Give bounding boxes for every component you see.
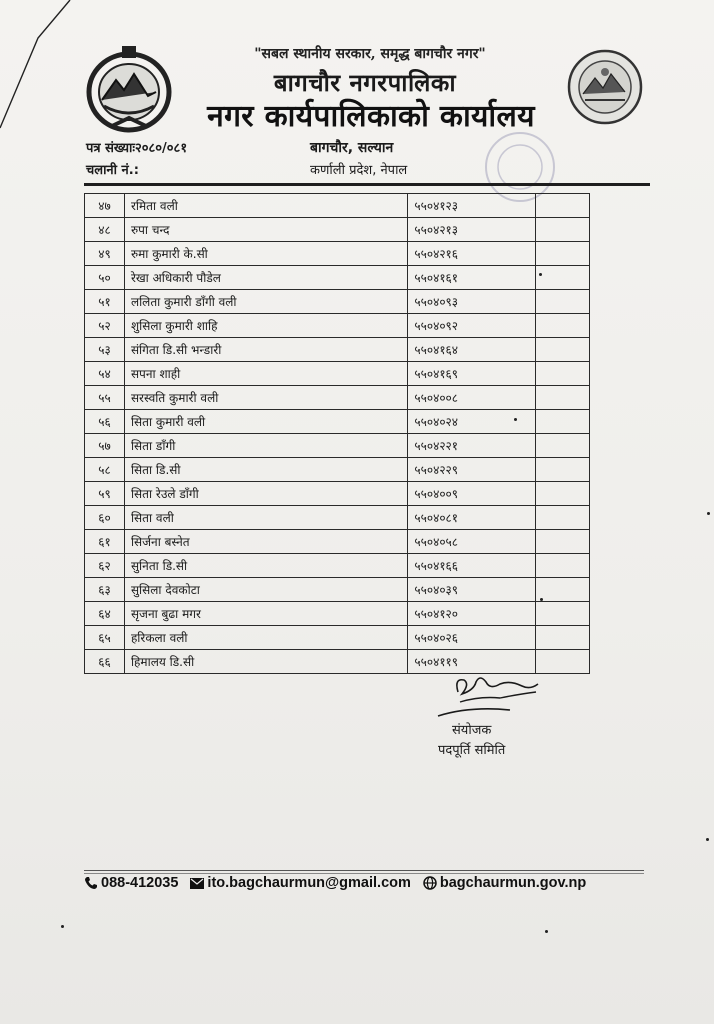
signature-cell: [536, 458, 590, 482]
name-cell: रुमा कुमारी के.सी: [124, 242, 407, 266]
serial-number-cell: ५६: [85, 410, 125, 434]
table-row: [85, 266, 590, 290]
signature-cell: [536, 266, 590, 290]
signature-cell: [536, 194, 590, 218]
name-cell: सुनिता डि.सी: [124, 554, 407, 578]
dispatch-number: चलानी नं.:: [86, 163, 139, 178]
table-row: [85, 554, 590, 578]
name-cell: संगिता डि.सी भन्डारी: [124, 338, 407, 362]
id-number-cell: ५५०४०९३: [408, 290, 536, 314]
serial-number-cell: ५५: [85, 386, 125, 410]
footer-website: [423, 875, 586, 891]
signature-cell: [536, 578, 590, 602]
id-number-cell: ५५०४०२६: [408, 626, 536, 650]
name-cell: ललिता कुमारी डाँगी वली: [124, 290, 407, 314]
table-row: [85, 194, 590, 218]
address-line-1: बागचौर, सल्यान: [310, 140, 394, 156]
id-number-cell: ५५०४१६४: [408, 338, 536, 362]
signature-cell: [536, 554, 590, 578]
id-number-cell: ५५०४१२०: [408, 602, 536, 626]
phone-number: 088-412035: [101, 875, 179, 891]
serial-number-cell: ६२: [85, 554, 125, 578]
table-row: [85, 410, 590, 434]
table-row: [85, 578, 590, 602]
id-number-cell: ५५०४१६९: [408, 362, 536, 386]
email-icon: [190, 878, 204, 889]
id-number-cell: ५५०४२२१: [408, 434, 536, 458]
website-url[interactable]: bagchaurmun.gov.np: [439, 875, 587, 891]
signature-cell: [536, 650, 590, 674]
serial-number-cell: ५१: [85, 290, 125, 314]
name-cell: सिता वली: [124, 506, 407, 530]
scan-speck: [61, 925, 64, 928]
table-row: [85, 530, 590, 554]
municipality-name: बागचौर नगरपालिका: [273, 69, 457, 97]
id-number-cell: ५५०४२२९: [408, 458, 536, 482]
table-row: [85, 482, 590, 506]
name-cell: सिता डि.सी: [124, 458, 407, 482]
table-row: [85, 314, 590, 338]
serial-number-cell: ६३: [85, 578, 125, 602]
table-row: [85, 362, 590, 386]
signature-cell: [536, 218, 590, 242]
serial-number-cell: ५४: [85, 362, 125, 386]
signature-cell: [536, 602, 590, 626]
handwritten-signature: [430, 672, 550, 722]
table-row: [85, 242, 590, 266]
committee-name: पदपूर्ति समिति: [438, 743, 506, 758]
name-cell: सिर्जना बस्नेत: [124, 530, 407, 554]
footer-email: [190, 875, 410, 891]
serial-number-cell: ५७: [85, 434, 125, 458]
scan-speck: [707, 512, 710, 515]
email-address[interactable]: ito.bagchaurmun@gmail.com: [207, 875, 411, 891]
signature-cell: [536, 506, 590, 530]
id-number-cell: ५५०४०२४: [408, 410, 536, 434]
slogan: "सबल स्थानीय सरकार, समृद्ध बागचौर नगर": [254, 46, 486, 62]
serial-number-cell: ४८: [85, 218, 125, 242]
name-cell: सपना शाही: [124, 362, 407, 386]
scan-speck: [540, 598, 543, 601]
name-cell: शुसिला कुमारी शाहि: [124, 314, 407, 338]
candidate-table-body: [85, 194, 590, 674]
signature-cell: [536, 314, 590, 338]
serial-number-cell: ५०: [85, 266, 125, 290]
name-cell: रुपा चन्द: [124, 218, 407, 242]
signatory-title: संयोजक: [452, 723, 492, 738]
serial-number-cell: ४९: [85, 242, 125, 266]
signature-cell: [536, 290, 590, 314]
signature-cell: [536, 530, 590, 554]
scan-speck: [539, 273, 542, 276]
id-number-cell: ५५०४०८१: [408, 506, 536, 530]
id-number-cell: ५५०४१२३: [408, 194, 536, 218]
signature-cell: [536, 362, 590, 386]
table-row: [85, 218, 590, 242]
id-number-cell: ५५०४११९: [408, 650, 536, 674]
scan-speck: [514, 418, 517, 421]
signature-cell: [536, 242, 590, 266]
table-row: [85, 338, 590, 362]
serial-number-cell: ५८: [85, 458, 125, 482]
address-line-2: कर्णाली प्रदेश, नेपाल: [310, 163, 408, 178]
id-number-cell: ५५०४१६१: [408, 266, 536, 290]
globe-icon: [423, 876, 437, 890]
name-cell: सुसिला देवकोटा: [124, 578, 407, 602]
office-name: नगर कार्यपालिकाको कार्यालय: [207, 99, 535, 134]
id-number-cell: ५५०४१६६: [408, 554, 536, 578]
signature-cell: [536, 338, 590, 362]
serial-number-cell: ६४: [85, 602, 125, 626]
serial-number-cell: ६१: [85, 530, 125, 554]
scan-speck: [545, 930, 548, 933]
name-cell: हिमालय डि.सी: [124, 650, 407, 674]
name-cell: सिता डाँगी: [124, 434, 407, 458]
id-number-cell: ५५०४००८: [408, 386, 536, 410]
serial-number-cell: ५९: [85, 482, 125, 506]
name-cell: सृजना बुढा मगर: [124, 602, 407, 626]
table-row: [85, 650, 590, 674]
id-number-cell: ५५०४२१६: [408, 242, 536, 266]
table-row: [85, 290, 590, 314]
phone-icon: [84, 876, 98, 890]
signature-cell: [536, 482, 590, 506]
serial-number-cell: ५३: [85, 338, 125, 362]
id-number-cell: ५५०४२१३: [408, 218, 536, 242]
candidate-table: [84, 193, 590, 674]
table-row: [85, 386, 590, 410]
serial-number-cell: ४७: [85, 194, 125, 218]
name-cell: हरिकला वली: [124, 626, 407, 650]
name-cell: रमिता वली: [124, 194, 407, 218]
id-number-cell: ५५०४०३९: [408, 578, 536, 602]
name-cell: सरस्वति कुमारी वली: [124, 386, 407, 410]
municipality-seal-logo: [565, 48, 645, 126]
id-number-cell: ५५०४०९२: [408, 314, 536, 338]
contact-footer: [84, 873, 664, 893]
table-row: [85, 506, 590, 530]
signature-cell: [536, 410, 590, 434]
signature-cell: [536, 626, 590, 650]
id-number-cell: ५५०४०५८: [408, 530, 536, 554]
footer-divider: [84, 870, 644, 871]
name-cell: रेखा अधिकारी पौडेल: [124, 266, 407, 290]
serial-number-cell: ६६: [85, 650, 125, 674]
nepal-emblem-logo: [82, 42, 176, 134]
name-cell: सिता रेउले डाँगी: [124, 482, 407, 506]
scan-speck: [706, 838, 709, 841]
id-number-cell: ५५०४००९: [408, 482, 536, 506]
footer-phone: [84, 875, 178, 891]
table-row: [85, 434, 590, 458]
letter-number: पत्र संख्याः२०८०/०८१: [86, 141, 188, 156]
serial-number-cell: ६५: [85, 626, 125, 650]
table-row: [85, 626, 590, 650]
header-divider: [84, 183, 650, 186]
signature-cell: [536, 434, 590, 458]
name-cell: सिता कुमारी वली: [124, 410, 407, 434]
table-row: [85, 458, 590, 482]
signature-cell: [536, 386, 590, 410]
serial-number-cell: ६०: [85, 506, 125, 530]
serial-number-cell: ५२: [85, 314, 125, 338]
table-row: [85, 602, 590, 626]
